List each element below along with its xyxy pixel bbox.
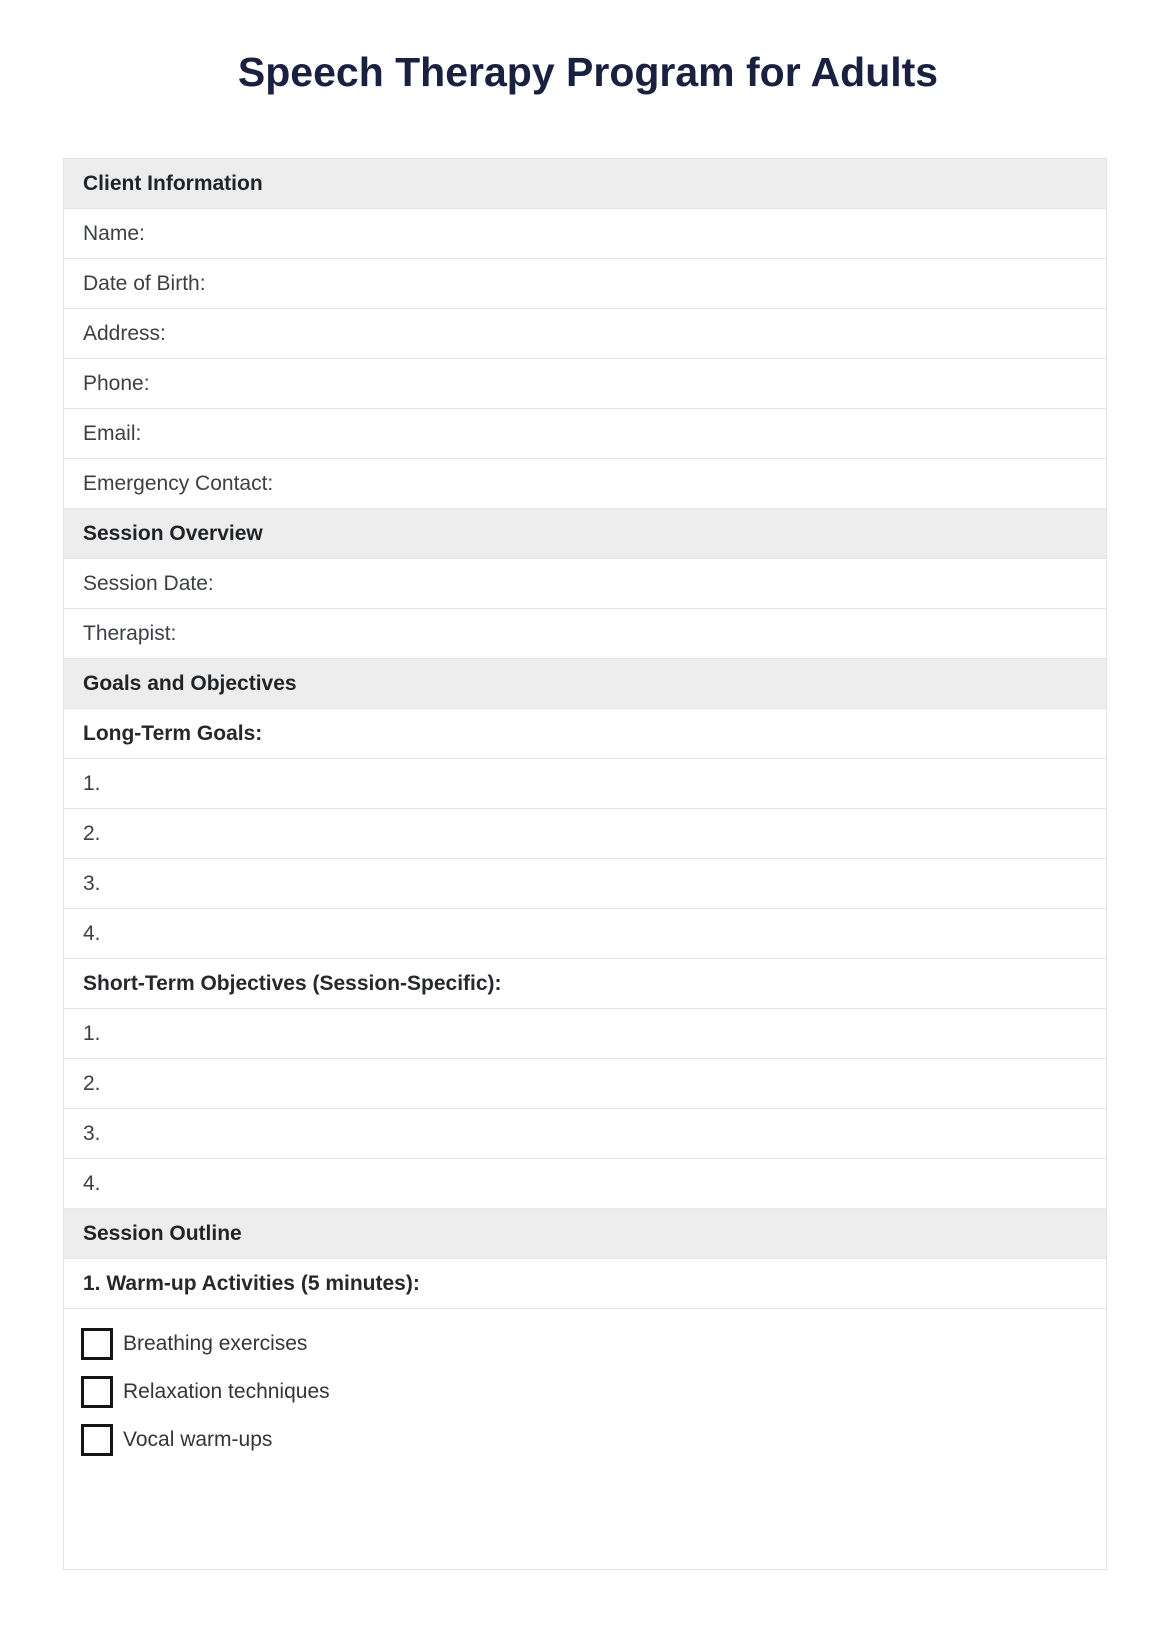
field-row-email[interactable] [64, 409, 1106, 459]
section-header-session-overview [64, 509, 1106, 559]
field-row-emergency-contact[interactable] [64, 459, 1106, 509]
field-label: Emergency Contact: [83, 471, 274, 495]
subheading-label: 1. Warm-up Activities (5 minutes): [83, 1271, 420, 1295]
section-header-label: Client Information [83, 171, 263, 195]
breathing-exercises-checkbox-icon[interactable] [81, 1328, 113, 1360]
field-row-long-term-goal-3[interactable] [64, 859, 1106, 909]
checkbox-label: Vocal warm-ups [123, 1427, 273, 1451]
field-row-date-of-birth[interactable] [64, 259, 1106, 309]
program-form-table [63, 158, 1107, 1570]
field-row-phone[interactable] [64, 359, 1106, 409]
field-row-address[interactable] [64, 309, 1106, 359]
field-label: 3. [83, 1121, 101, 1145]
field-row-short-term-objective-4[interactable] [64, 1159, 1106, 1209]
field-label: Date of Birth: [83, 271, 206, 295]
subheading-label: Short-Term Objectives (Session-Specific): [83, 971, 502, 995]
field-row-short-term-objective-1[interactable] [64, 1009, 1106, 1059]
checkbox-item-breathing-exercises[interactable] [81, 1327, 1089, 1360]
field-row-short-term-objective-2[interactable] [64, 1059, 1106, 1109]
section-header-client-information [64, 159, 1106, 209]
field-label: Therapist: [83, 621, 177, 645]
field-label: Address: [83, 321, 166, 345]
field-label: Session Date: [83, 571, 214, 595]
field-label: 2. [83, 821, 101, 845]
checkbox-label: Relaxation techniques [123, 1379, 330, 1403]
checkbox-item-vocal-warm-ups[interactable] [81, 1423, 1089, 1456]
section-header-session-outline [64, 1209, 1106, 1259]
page-title: Speech Therapy Program for Adults [237, 49, 939, 95]
field-label: 1. [83, 771, 101, 795]
field-label: Email: [83, 421, 142, 445]
field-row-name[interactable] [64, 209, 1106, 259]
relaxation-techniques-checkbox-icon[interactable] [81, 1376, 113, 1408]
field-label: 3. [83, 871, 101, 895]
subheading-warm-up-activities [64, 1259, 1106, 1309]
checkbox-label: Breathing exercises [123, 1331, 308, 1355]
field-label: 4. [83, 1171, 101, 1195]
field-label: 4. [83, 921, 101, 945]
field-label: 2. [83, 1071, 101, 1095]
subheading-long-term-goals [64, 709, 1106, 759]
field-row-long-term-goal-1[interactable] [64, 759, 1106, 809]
field-row-session-date[interactable] [64, 559, 1106, 609]
field-label: Phone: [83, 371, 150, 395]
field-label: Name: [83, 221, 145, 245]
section-header-label: Session Overview [83, 521, 263, 545]
section-header-label: Session Outline [83, 1221, 242, 1245]
field-row-short-term-objective-3[interactable] [64, 1109, 1106, 1159]
field-row-therapist[interactable] [64, 609, 1106, 659]
checkbox-item-relaxation-techniques[interactable] [81, 1375, 1089, 1408]
section-header-label: Goals and Objectives [83, 671, 297, 695]
warm-up-checklist [64, 1309, 1106, 1569]
section-header-goals-and-objectives [64, 659, 1106, 709]
field-row-long-term-goal-4[interactable] [64, 909, 1106, 959]
subheading-label: Long-Term Goals: [83, 721, 263, 745]
field-row-long-term-goal-2[interactable] [64, 809, 1106, 859]
field-label: 1. [83, 1021, 101, 1045]
subheading-short-term-objectives [64, 959, 1106, 1009]
vocal-warm-ups-checkbox-icon[interactable] [81, 1424, 113, 1456]
